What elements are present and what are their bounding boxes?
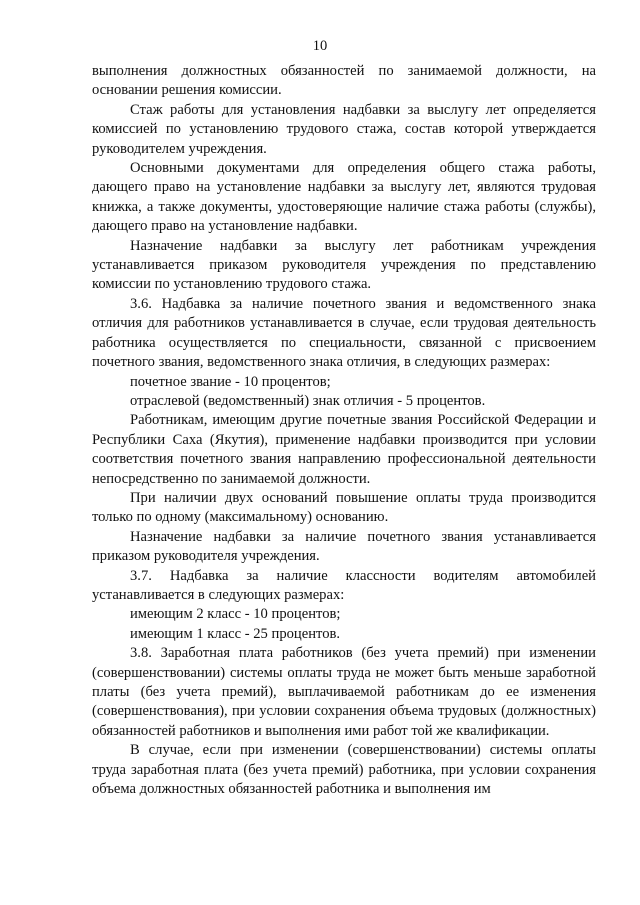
section-3-8-paragraph: 3.8. Заработная плата работников (без учета премий) при изменении (совершенствовании) системы оплаты труда не может быть меньше заработной платы (без учета премий), выплачиваемой работникам до ее изменения (совершенствования), при условии сохранения объема трудовых (должностных) обязанностей работников и выполнения ими работ той же квалификации.: [92, 645, 596, 739]
paragraph: Работникам, имеющим другие почетные звания Российской Федерации и Республики Саха (Якутия), применение надбавки производится при условии соответствия почетного звания направлению профессиональной деятельности непосредственно по занимаемой должности.: [92, 412, 596, 487]
paragraph: При наличии двух оснований повышение оплаты труда производится только по одному (максимальному) основанию.: [92, 489, 596, 526]
section-3-7-paragraph: 3.7. Надбавка за наличие классности водителям автомобилей устанавливается в следующих размерах:: [92, 567, 596, 603]
paragraph: Стаж работы для установления надбавки за выслугу лет определяется комиссией по установлению трудового стажа, состав которой утверждается руководителем учреждения.: [92, 101, 596, 157]
paragraph: Назначение надбавки за выслугу лет работникам учреждения устанавливается приказом руководителя учреждения по представлению комиссии по установлению трудового стажа.: [92, 237, 596, 293]
document-body: [92, 62, 596, 799]
list-item: почетное звание - 10 процентов;: [130, 373, 331, 390]
paragraph: В случае, если при изменении (совершенствовании) системы оплаты труда заработная плата (без учета премий) работника, при условии сохранения объема должностных обязанностей работника и выполнения им: [92, 742, 596, 798]
paragraph: Основными документами для определения общего стажа работы, дающего право на установление надбавки за выслугу лет, являются трудовая книжка, а также документы, удостоверяющие наличие стажа работы (службы), дающего право на установление надбавки.: [92, 160, 596, 235]
section-3-6-paragraph: 3.6. Надбавка за наличие почетного звания и ведомственного знака отличия для работников устанавливается в случае, если трудовая деятельность работника осуществляется по специальности, связанной с присвоением почетного звания, ведомственного знака отличия, в следующих размерах:: [92, 295, 596, 371]
list-item: отраслевой (ведомственный) знак отличия - 5 процентов.: [130, 392, 486, 409]
list-item: имеющим 1 класс - 25 процентов.: [130, 625, 341, 642]
list-item: имеющим 2 класс - 10 процентов;: [130, 606, 341, 623]
paragraph-continuation: выполнения должностных обязанностей по занимаемой должности, на основании решения комиссии.: [92, 63, 596, 99]
page-number: 10: [312, 38, 328, 54]
paragraph: Назначение надбавки за наличие почетного звания устанавливается приказом руководителя учреждения.: [92, 528, 596, 565]
